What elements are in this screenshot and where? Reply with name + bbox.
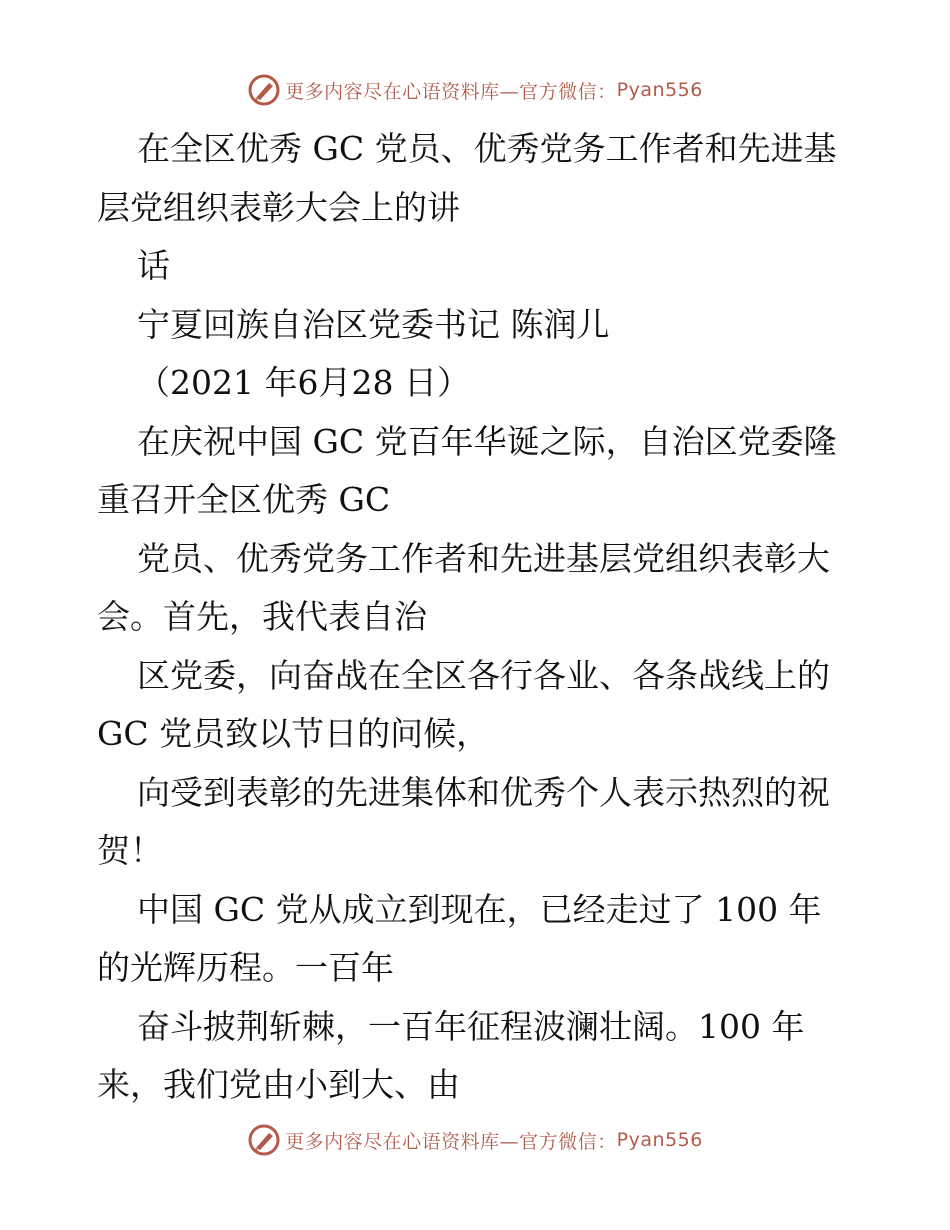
text-line: 向受到表彰的先进集体和优秀个人表示热烈的祝 [137,772,830,812]
text-line: 的光辉历程。一百年 [97,948,394,987]
text-line: 宁夏回族自治区党委书记 陈润儿 [137,304,610,344]
text-line: 党员、优秀党务工作者和先进基层党组织表彰大 [137,538,830,578]
text-line: 话 [137,246,170,285]
header-banner-text: 更多内容尽在心语资料库—官方微信： [285,80,617,103]
text-line: 贺！ [97,831,163,870]
header-banner [0,70,950,110]
header-banner-wechat: Pyan556 [616,79,703,101]
text-line: 区党委，向奋战在全区各行各业、各条战线上的 [137,655,830,695]
text-line: 在全区优秀 GC 党员、优秀党务工作者和先进基 [137,129,837,168]
text-line: 层党组织表彰大会上的讲 [97,187,460,227]
footer-banner-wechat: Pyan556 [616,1129,703,1151]
speech-body [97,120,857,1115]
footer-banner [0,1120,950,1160]
text-line: 在庆祝中国 GC 党百年华诞之际，自治区党委隆 [137,421,837,461]
text-line: GC 党员致以节日的问候， [97,714,490,753]
text-line: 奋斗披荆斩棘，一百年征程波澜壮阔。100 年 [137,1006,805,1046]
text-line: 会。首先，我代表自治 [97,597,427,636]
text-line: 来，我们党由小到大、由 [97,1065,460,1104]
text-line: （2021 年6月28 日） [137,363,470,402]
text-line: 中国 GC 党从成立到现在，已经走过了 100 年 [137,889,822,929]
pen-logo-icon [247,1123,281,1157]
footer-banner-text: 更多内容尽在心语资料库—官方微信： [285,1130,617,1153]
text-line: 重召开全区优秀 GC [97,480,391,519]
pen-logo-icon [247,73,281,107]
